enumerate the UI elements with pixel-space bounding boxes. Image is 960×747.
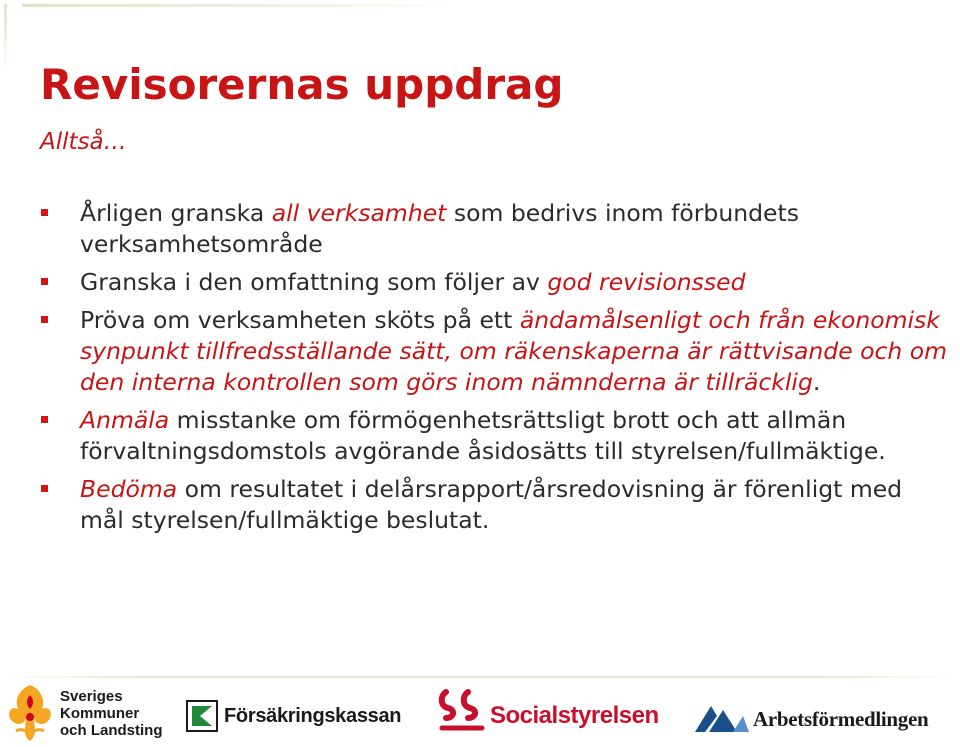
socialstyrelsen-logo	[438, 688, 668, 740]
bullet-emphasis-text: all verksamhet	[271, 199, 447, 227]
bullet-text: misstanke om förmögenhetsrättsligt brott och att allmän förvaltningsdomstols avgörande åsidosätts till styrelsen/fullmäktige.	[80, 406, 886, 465]
bullet-text: Granska i den omfattning som följer av	[80, 268, 548, 296]
arbetsformedlingen-logo	[693, 698, 958, 740]
skl-logo	[4, 681, 164, 743]
footer-divider	[0, 676, 960, 678]
bullet-text: Årligen granska	[80, 199, 272, 227]
bullet-emphasis-text: god revisionssed	[547, 268, 746, 296]
arbetsformedlingen-emblem-icon	[693, 702, 749, 738]
skl-line-2: Kommuner	[60, 705, 140, 722]
forsakringskassan-emblem-icon	[186, 700, 218, 732]
skl-line-3: och Landsting	[60, 722, 163, 739]
skl-line-1: Sveriges	[60, 688, 123, 705]
forsakringskassan-logo	[186, 698, 416, 738]
socialstyrelsen-text: Socialstyrelsen	[490, 702, 659, 729]
bullet-emphasis-text: Anmäla	[80, 406, 170, 434]
arbetsformedlingen-text: Arbetsförmedlingen	[753, 707, 929, 731]
bullet-marker-icon	[41, 278, 48, 285]
skl-logo-text	[60, 688, 163, 739]
bullet-marker-icon	[41, 416, 48, 423]
bullet-text: om resultatet i delårsrapport/årsredovisning är förenligt med mål styrelsen/fullmäktige beslutat.	[80, 475, 903, 534]
bullet-item	[0, 305, 960, 398]
bullet-marker-icon	[41, 485, 48, 492]
bullet-text: .	[812, 368, 821, 396]
bullet-item	[0, 198, 960, 260]
bullet-item	[0, 267, 960, 298]
skl-emblem-icon	[4, 681, 56, 743]
bullet-list	[0, 198, 960, 536]
bullet-marker-icon	[41, 316, 48, 323]
slide-title: Revisorernas uppdrag	[40, 60, 564, 109]
slide-subtitle: Alltså…	[40, 129, 127, 155]
bullet-emphasis-text: Bedöma	[80, 475, 178, 503]
socialstyrelsen-emblem-icon	[438, 688, 486, 736]
bullet-text: Pröva om verksamheten sköts på ett	[80, 306, 520, 334]
bullet-item	[0, 405, 960, 467]
bullet-item	[0, 474, 960, 536]
forsakringskassan-text: Försäkringskassan	[224, 705, 402, 727]
decorative-left-line	[4, 4, 7, 74]
decorative-top-line	[22, 4, 462, 7]
bullet-emphasis-text: ändamålsenligt och från ekonomisk synpunkt tillfredsställande sätt, om räkenskaperna är rättvisande och om den interna kontrollen som görs inom nämnderna är tillräcklig	[80, 306, 948, 396]
bullet-text: som bedrivs inom förbundets verksamhetsområde	[80, 199, 799, 258]
bullet-marker-icon	[41, 209, 48, 216]
